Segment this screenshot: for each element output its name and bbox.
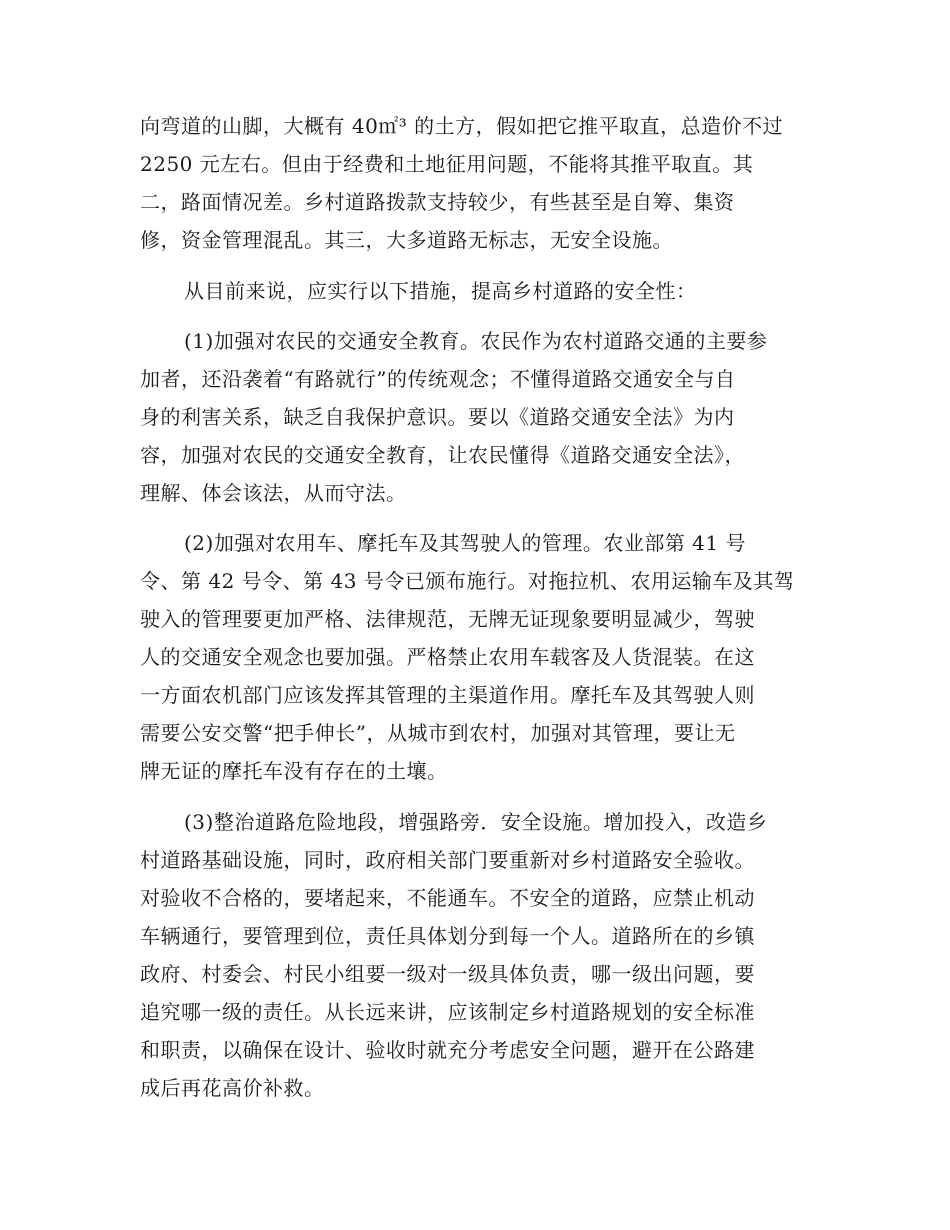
- text-line: 令、第 42 号令、第 43 号令已颁布施行。对拖拉机、农用运输车及其驾: [140, 569, 795, 593]
- text-line: 从目前来说，应实行以下措施，提高乡村道路的安全性：: [184, 279, 697, 303]
- paragraph-measure-2-vehicle-management: [140, 524, 820, 790]
- text-line: 需要公安交警“把手伸长”，从城市到农村，加强对其管理，要让无: [140, 721, 736, 745]
- text-line: 一方面农机部门应该发挥其管理的主渠道作用。摩托车及其驾驶人则: [140, 683, 755, 707]
- text-line: 身的利害关系，缺乏自我保护意识。要以《道路交通安全法》为内: [140, 405, 735, 429]
- text-line: 对验收不合格的，要堵起来，不能通车。不安全的道路，应禁止机动: [140, 886, 755, 910]
- text-line: 向弯道的山脚，大概有 40㎡³ 的土方，假如把它推平取直，总造价不过: [140, 114, 784, 138]
- text-line: (3)整治道路危险地段，增强路旁．安全设施。增加投入，改造乡: [184, 810, 768, 834]
- text-line: 加者，还沿袭着“有路就行”的传统观念；不懂得道路交通安全与自: [140, 367, 736, 391]
- text-line: 村道路基础设施，同时，政府相关部门要重新对乡村道路安全验收。: [140, 848, 755, 872]
- text-line: 2250 元左右。但由于经费和土地征用问题，不能将其推平取直。其: [140, 152, 754, 176]
- text-line: (1)加强对农民的交通安全教育。农民作为农村道路交通的主要参: [184, 329, 768, 353]
- paragraph-cost-and-road-conditions: [140, 107, 820, 259]
- text-line: 容，加强对农民的交通安全教育，让农民懂得《道路交通安全法》，: [140, 443, 745, 467]
- text-line: 追究哪一级的责任。从长远来讲，应该制定乡村道路规划的安全标准: [140, 1000, 755, 1024]
- text-line: 和职责，以确保在设计、验收时就充分考虑安全问题，避开在公路建: [140, 1038, 755, 1062]
- text-line: 政府、村委会、村民小组要一级对一级具体负责，哪一级出问题，要: [140, 962, 755, 986]
- text-line: (2)加强对农用车、摩托车及其驾驶人的管理。农业部第 41 号: [184, 531, 746, 555]
- paragraph-measures-intro: [140, 272, 820, 310]
- text-line: 驶入的管理要更加严格、法律规范，无牌无证现象要明显减少，驾驶: [140, 607, 755, 631]
- text-line: 人的交通安全观念也要加强。严格禁止农用车载客及人货混装。在这: [140, 645, 755, 669]
- text-line: 二，路面情况差。乡村道路拨款支持较少，有些甚至是自筹、集资: [140, 190, 735, 214]
- text-line: 理解、体会该法，从而守法。: [140, 481, 407, 505]
- text-line: 成后再花高价补救。: [140, 1076, 325, 1100]
- paragraph-measure-3-dangerous-sections: [140, 803, 820, 1107]
- text-line: 修，资金管理混乱。其三，大多道路无标志，无安全设施。: [140, 228, 673, 252]
- text-line: 车辆通行，要管理到位，责任具体划分到每一个人。道路所在的乡镇: [140, 924, 755, 948]
- text-line: 牌无证的摩托车没有存在的土壤。: [140, 759, 448, 783]
- paragraph-measure-1-safety-education: [140, 322, 820, 512]
